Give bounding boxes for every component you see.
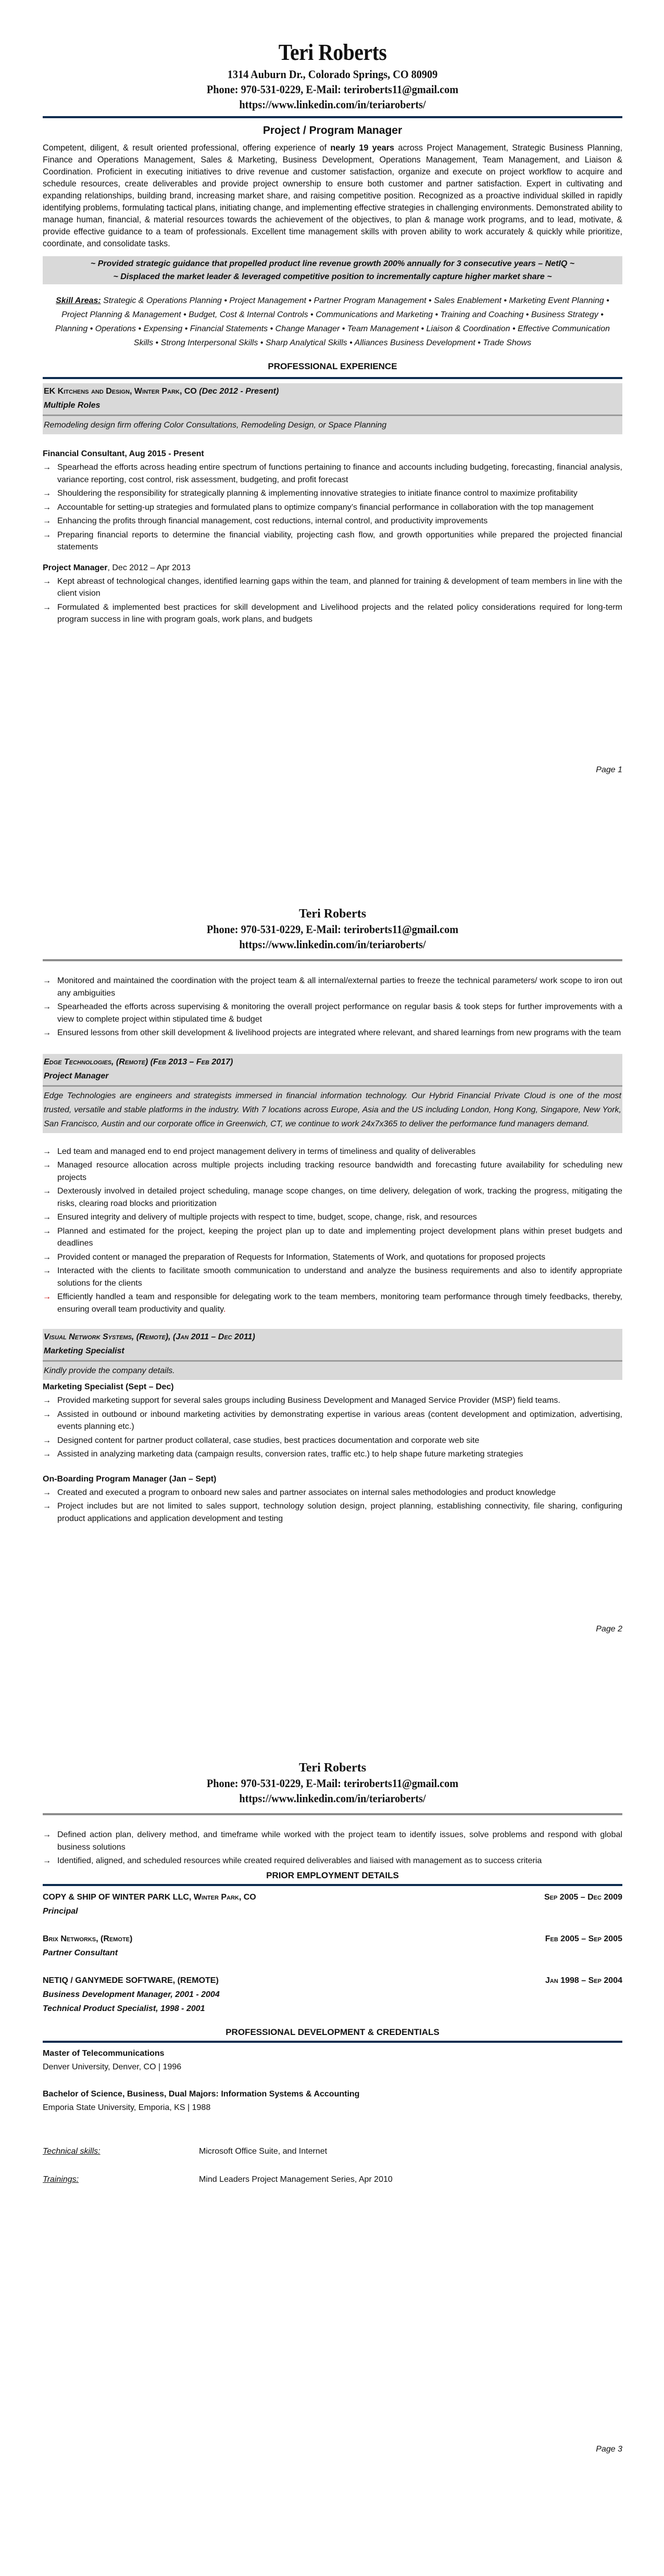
arrow-icon: → [43, 1226, 51, 1236]
prior-role: Partner Consultant [43, 1948, 118, 1957]
arrow-icon: → [43, 602, 51, 612]
resume-header [43, 906, 622, 952]
bullet-text: Accountable for setting-up strategies and formulated plans to optimize company’s financial performance in collaboration with the top management [57, 502, 594, 512]
bullet-text: Planned and estimated for the project, keeping the project plan up to date and implementing project development plans within preset budgets and deadlines [57, 1226, 622, 1248]
company-name [43, 383, 622, 398]
bullet-text: Dexterously involved in detailed project scheduling, manage scope changes, on time delivery, delegation of work, tracking the progress, mitigating the risks, clearing road blocks and prioritization [57, 1187, 622, 1208]
education-item [43, 2047, 622, 2074]
bullet-list [43, 575, 622, 626]
contact-line: Phone: 970-531-0229, E-Mail: teriroberts11@gmail.com [206, 923, 459, 936]
bullet-text: Monitored and maintained the coordination with the project team & all internal/external parties to freeze the technical parameters/ work scope to iron out any ambiguities [57, 976, 622, 998]
page-1 [0, 0, 664, 859]
trainings [43, 2175, 622, 2184]
skill-areas [48, 294, 617, 350]
school: Denver University, Denver, CO | 1996 [43, 2062, 182, 2071]
arrow-icon: → [43, 1830, 51, 1839]
contact-line: Phone: 970-531-0229, E-Mail: teriroberts11@gmail.com [206, 1777, 459, 1790]
arrow-icon: → [43, 1502, 51, 1511]
page-3 [0, 1718, 664, 2576]
arrow-icon: → [43, 489, 51, 498]
list-item [43, 487, 622, 500]
candidate-name: Teri Roberts [298, 907, 367, 921]
company-block-vns [43, 1329, 622, 1380]
bullet-list [43, 1487, 622, 1525]
prior-role: Business Development Manager, 2001 - 2004 [43, 1990, 220, 1999]
page-number: Page 3 [596, 2445, 622, 2454]
degree: Bachelor of Science, Business, Dual Majors: Information Systems & Accounting [43, 2089, 360, 2099]
role-title [43, 562, 622, 574]
list-item [43, 1146, 622, 1158]
bullet-text: Kept abreast of technological changes, identified learning gaps within the team, and planned for training & development of team members in line with the client vision [57, 576, 622, 598]
arrow-icon: → [43, 1292, 51, 1301]
list-item [43, 1001, 622, 1025]
company-title: EK Kitchens and Design, Winter Park, CO [44, 387, 197, 396]
arrow-icon: → [43, 1187, 51, 1196]
bullet-text: Preparing financial reports to determine the financial viability, projecting cash flow, and growth opportunities while prepared the projected financial statements [57, 530, 622, 551]
arrow-icon: → [43, 1002, 51, 1011]
section-heading-credentials: PROFESSIONAL DEVELOPMENT & CREDENTIALS [225, 2027, 440, 2037]
summary-emphasis: nearly 19 years [330, 143, 394, 153]
arrow-icon: → [43, 1410, 51, 1419]
arrow-icon: → [43, 1161, 51, 1170]
bullet-text: Assisted in outbound or inbound marketing activities by demonstrating expertise in various areas (content development and optimization, advertising, events planning etc.) [57, 1410, 622, 1431]
summary-text: Competent, diligent, & result oriented professional, offering experience of [43, 143, 331, 153]
bullet-text: Provided content or managed the preparation of Requests for Information, Statements of Work, and quotations for proposed projects [57, 1252, 546, 1262]
prior-company: Brix Networks, (Remote) [43, 1934, 133, 1943]
bullet-list [43, 975, 622, 1039]
technical-skills [43, 2147, 622, 2156]
bullet-text: Interacted with the clients to facilitate smooth communication to understand and analyze the business requirements and also to identify appropriate solutions for the clients [57, 1266, 622, 1288]
skill-areas-list: Strategic & Operations Planning • Project Management • Partner Program Management • Sales Enablement • Marketing Event Planning • Project Planning & Management • Budget, Cost & Internal Controls • Communications and Marketing • Training and Coaching • Business Strategy • Planning • Operations • Expensing • Financial Statements • Change Manager • Team Management • Liaison & Coordination • Effective Communication Skills • Strong Interpersonal Skills • Sharp Analytical Skills • Alliances Business Development • Trade Shows [55, 296, 610, 347]
contact-line: Phone: 970-531-0229, E-Mail: teriroberts11@gmail.com [206, 83, 459, 96]
list-item [43, 1027, 622, 1039]
list-item [43, 1251, 622, 1264]
company-description: Edge Technologies are engineers and strategists immersed in financial information technology. Our Hybrid Financial Private Cloud is one of the most trusted, versatile and stable platforms in the industry. With 7 locations across Europe, Asia and the US including London, Hong Kong, Singapore, New York, San Francisco, Austin and our corporate office in Greenwich, CT, we continue to work 24x7x365 to deliver the performance fund managers demand. [44, 1091, 621, 1128]
arrow-icon: → [43, 1856, 51, 1865]
company-block-edge [43, 1054, 622, 1133]
section-divider [43, 377, 622, 379]
bullet-text: Assisted in analyzing marketing data (campaign results, conversion rates, traffic etc.) to help shape future marketing strategies [57, 1450, 523, 1459]
arrow-icon: → [43, 517, 51, 525]
list-item [43, 1435, 622, 1447]
bullet-text: Project includes but are not limited to sales support, technology solution design, project planning, establishing connectivity, file sharing, configuring product applications and application development and testing [57, 1502, 622, 1523]
list-item [43, 1225, 622, 1250]
bullet-text: Designed content for partner product collateral, case studies, best practices documentation and corporate web site [57, 1436, 480, 1445]
bullet-text: Enhancing the profits through financial management, cost reductions, internal control, and productivity improvements [57, 517, 488, 525]
bullet-text: Spearheaded the efforts across supervising & monitoring the overall project performance on regular basis & took steps for further improvements with a view to complete project within stipulated time & budget [57, 1002, 622, 1024]
company-title: Edge Technologies, (Remote) (Feb 2013 – Feb 2017) [44, 1057, 233, 1066]
linkedin-link[interactable]: https://www.linkedin.com/in/teriaroberts/ [239, 98, 426, 111]
bullet-text: Identified, aligned, and scheduled resources while created required deliverables and liaised with management as to success criteria [57, 1856, 542, 1865]
resume-header [43, 1760, 622, 1806]
prior-company: NETIQ / GANYMEDE SOFTWARE, (REMOTE) [43, 1976, 219, 1985]
role-name: Project Manager [43, 563, 108, 572]
trainings-value: Mind Leaders Project Management Series, Apr 2010 [199, 2175, 393, 2184]
summary-text: across Project Management, Strategic Business Planning, Finance and Operations Management, Sales & Marketing, Business Development, Operations Management, Team Management, and Liaison & Coordination. Proficient in executing initiatives to drive revenue and customer satisfaction, organize and execute on project workflow to acquire and schedule resources, create deliverables and provide project ownership to ensure both customer and partner satisfaction. Expert in cultivating and expanding relationships, building brand, increasing market share, and raising competitive position. Recognized as a proactive individual skilled in rapidly identifying problems, formulating tactical plans, initiating change, and implementing effective strategies in challenging environments. Demonstrated ability to manage human, financial, & material resources towards the achievement of the objectives, to plan & manage work programs, and to lead, motivate, & provide effective guidance to a team of professionals. Excellent time management skills with proven ability to work accurately & quickly while prioritize, coordinate, and consolidate tasks. [43, 143, 622, 248]
list-item [43, 975, 622, 999]
headline: Project / Program Manager [262, 124, 403, 136]
bullet-text: Spearhead the efforts across heading entire spectrum of functions pertaining to finance and accounts including budgeting, forecasting, financial analysis, variance reporting, cost control, risk assessment, budgeting, and profit forecast [57, 463, 622, 484]
header-divider [43, 116, 622, 118]
prior-job-header [43, 1932, 622, 1946]
arrow-icon: → [43, 1252, 51, 1262]
company-role: Marketing Specialist [44, 1347, 124, 1355]
company-dates: (Dec 2012 - Present) [196, 387, 279, 396]
company-name [43, 1329, 622, 1344]
education-item [43, 2088, 622, 2115]
linkedin-link[interactable]: https://www.linkedin.com/in/teriaroberts/ [239, 1792, 426, 1805]
highlight: ~ Provided strategic guidance that propelled product line revenue growth 200% annually for 3 consecutive years – NetIQ ~ [90, 259, 575, 268]
bullet-list [43, 461, 622, 554]
role-title: Marketing Specialist (Sept – Dec) [43, 1383, 174, 1391]
prior-job [43, 1890, 622, 1918]
candidate-name: Teri Roberts [278, 40, 387, 65]
trainings-label: Trainings: [43, 2175, 79, 2184]
arrow-icon: → [43, 1147, 51, 1156]
list-item [43, 1211, 622, 1224]
bullet-period: . [223, 1304, 226, 1314]
company-role: Project Manager [44, 1071, 109, 1080]
bullet-text: Created and executed a program to onboard new sales and partner associates on internal sales methodologies and product knowledge [57, 1488, 556, 1497]
arrow-icon: → [43, 463, 51, 472]
arrow-icon: → [43, 1436, 51, 1445]
prior-job-header [43, 1890, 622, 1904]
arrow-icon: → [43, 1266, 51, 1275]
role-dates: , Dec 2012 – Apr 2013 [107, 563, 191, 572]
list-item [43, 1185, 622, 1210]
bullet-list [43, 1829, 622, 1867]
arrow-icon: → [43, 1396, 51, 1405]
bullet-text: Shouldering the responsibility for strategically planning & implementing innovative strategies to initiate finance control to maximize profitability [57, 489, 578, 498]
arrow-icon: → [43, 1450, 51, 1459]
list-item [43, 1265, 622, 1289]
prior-job [43, 1974, 622, 2016]
bullet-text: Efficiently handled a team and responsible for delegating work to the team members, monitoring team performance through timely feedbacks, thereby, ensuring overall team productivity and quality [57, 1292, 622, 1314]
section-divider [43, 2041, 622, 2043]
list-item [43, 1829, 622, 1853]
arrow-icon: → [43, 530, 51, 539]
bullet-text: Defined action plan, delivery method, and timeframe while worked with the project team to identify issues, solve problems and respond with global business solutions [57, 1830, 622, 1852]
arrow-icon: → [43, 502, 51, 512]
prior-dates: Jan 1998 – Sep 2004 [545, 1976, 622, 1985]
header-divider [43, 959, 622, 961]
prior-role: Principal [43, 1906, 78, 1916]
technical-skills-label: Technical skills: [43, 2146, 101, 2156]
resume-header [43, 39, 622, 112]
company-description: Kindly provide the company details. [44, 1366, 175, 1375]
list-item [43, 1855, 622, 1867]
list-item [43, 601, 622, 626]
bullet-text: Provided marketing support for several sales groups including Business Development and Managed Service Provider (MSP) field teams. [57, 1396, 560, 1405]
role-title: On-Boarding Program Manager (Jan – Sept) [43, 1474, 217, 1484]
company-title: Visual Network Systems, (Remote), (Jan 2011 – Dec 2011) [44, 1333, 255, 1341]
page-number: Page 1 [596, 765, 622, 774]
page-2 [0, 859, 664, 1718]
arrow-icon: → [43, 576, 51, 586]
school: Emporia State University, Emporia, KS | 1988 [43, 2103, 211, 2112]
role-title: Financial Consultant, Aug 2015 - Present [43, 449, 204, 458]
summary [43, 142, 622, 250]
bullet-text: Managed resource allocation across multiple projects including tracking resource bandwidth and forecasting future availability for scheduling new projects [57, 1161, 622, 1182]
section-heading-prior: PRIOR EMPLOYMENT DETAILS [266, 1870, 399, 1880]
list-item [43, 1487, 622, 1499]
list-item [43, 515, 622, 527]
list-item [43, 1159, 622, 1184]
section-heading-experience: PROFESSIONAL EXPERIENCE [268, 361, 397, 371]
company-block-ek [43, 383, 622, 434]
prior-job-header [43, 1974, 622, 1988]
section-divider [43, 1884, 622, 1886]
candidate-name: Teri Roberts [298, 1761, 367, 1775]
prior-job [43, 1932, 622, 1960]
list-item [43, 501, 622, 514]
company-name [43, 1054, 622, 1069]
list-item [43, 1409, 622, 1433]
highlights-box [43, 256, 622, 284]
list-item [43, 1500, 622, 1525]
prior-dates: Sep 2005 – Dec 2009 [544, 1892, 622, 1902]
degree: Master of Telecommunications [43, 2049, 165, 2058]
arrow-icon: → [43, 976, 51, 985]
bullet-list [43, 1146, 622, 1316]
list-item [43, 1394, 622, 1407]
prior-dates: Feb 2005 – Sep 2005 [545, 1934, 622, 1943]
list-item [43, 461, 622, 486]
arrow-icon: → [43, 1213, 51, 1222]
bullet-text: Led team and managed end to end project management delivery in terms of timeliness and quality of deliverables [57, 1147, 476, 1156]
bullet-list [43, 1394, 622, 1461]
page-number: Page 2 [596, 1625, 622, 1633]
prior-role: Technical Product Specialist, 1998 - 2001 [43, 2004, 205, 2013]
list-item [43, 1448, 622, 1461]
bullet-text: Ensured integrity and delivery of multiple projects with respect to time, budget, scope, change, risk, and resources [57, 1213, 477, 1222]
linkedin-link[interactable]: https://www.linkedin.com/in/teriaroberts/ [239, 938, 426, 951]
arrow-icon: → [43, 1488, 51, 1497]
list-item [43, 575, 622, 600]
company-description: Remodeling design firm offering Color Consultations, Remodeling Design, or Space Planning [44, 421, 387, 430]
list-item [43, 529, 622, 554]
technical-skills-value: Microsoft Office Suite, and Internet [199, 2146, 328, 2156]
bullet-text: Ensured lessons from other skill development & livelihood projects are integrated where relevant, and shared learnings from new programs with the team [57, 1028, 621, 1037]
arrow-icon: → [43, 1028, 51, 1037]
prior-company: COPY & SHIP OF WINTER PARK LLC, Winter Park, CO [43, 1892, 256, 1902]
list-item [43, 1291, 622, 1315]
highlight: ~ Displaced the market leader & leveraged competitive position to incrementally capture higher market share ~ [113, 272, 552, 281]
company-role: Multiple Roles [44, 401, 101, 410]
header-divider [43, 1813, 622, 1815]
address: 1314 Auburn Dr., Colorado Springs, CO 80909 [227, 68, 438, 81]
skill-areas-label: Skill Areas: [56, 296, 101, 305]
bullet-text: Formulated & implemented best practices for skill development and Livelihood projects and the related policy considerations required for long-term program success in line with program goals, work plans, and budgets [57, 602, 622, 624]
